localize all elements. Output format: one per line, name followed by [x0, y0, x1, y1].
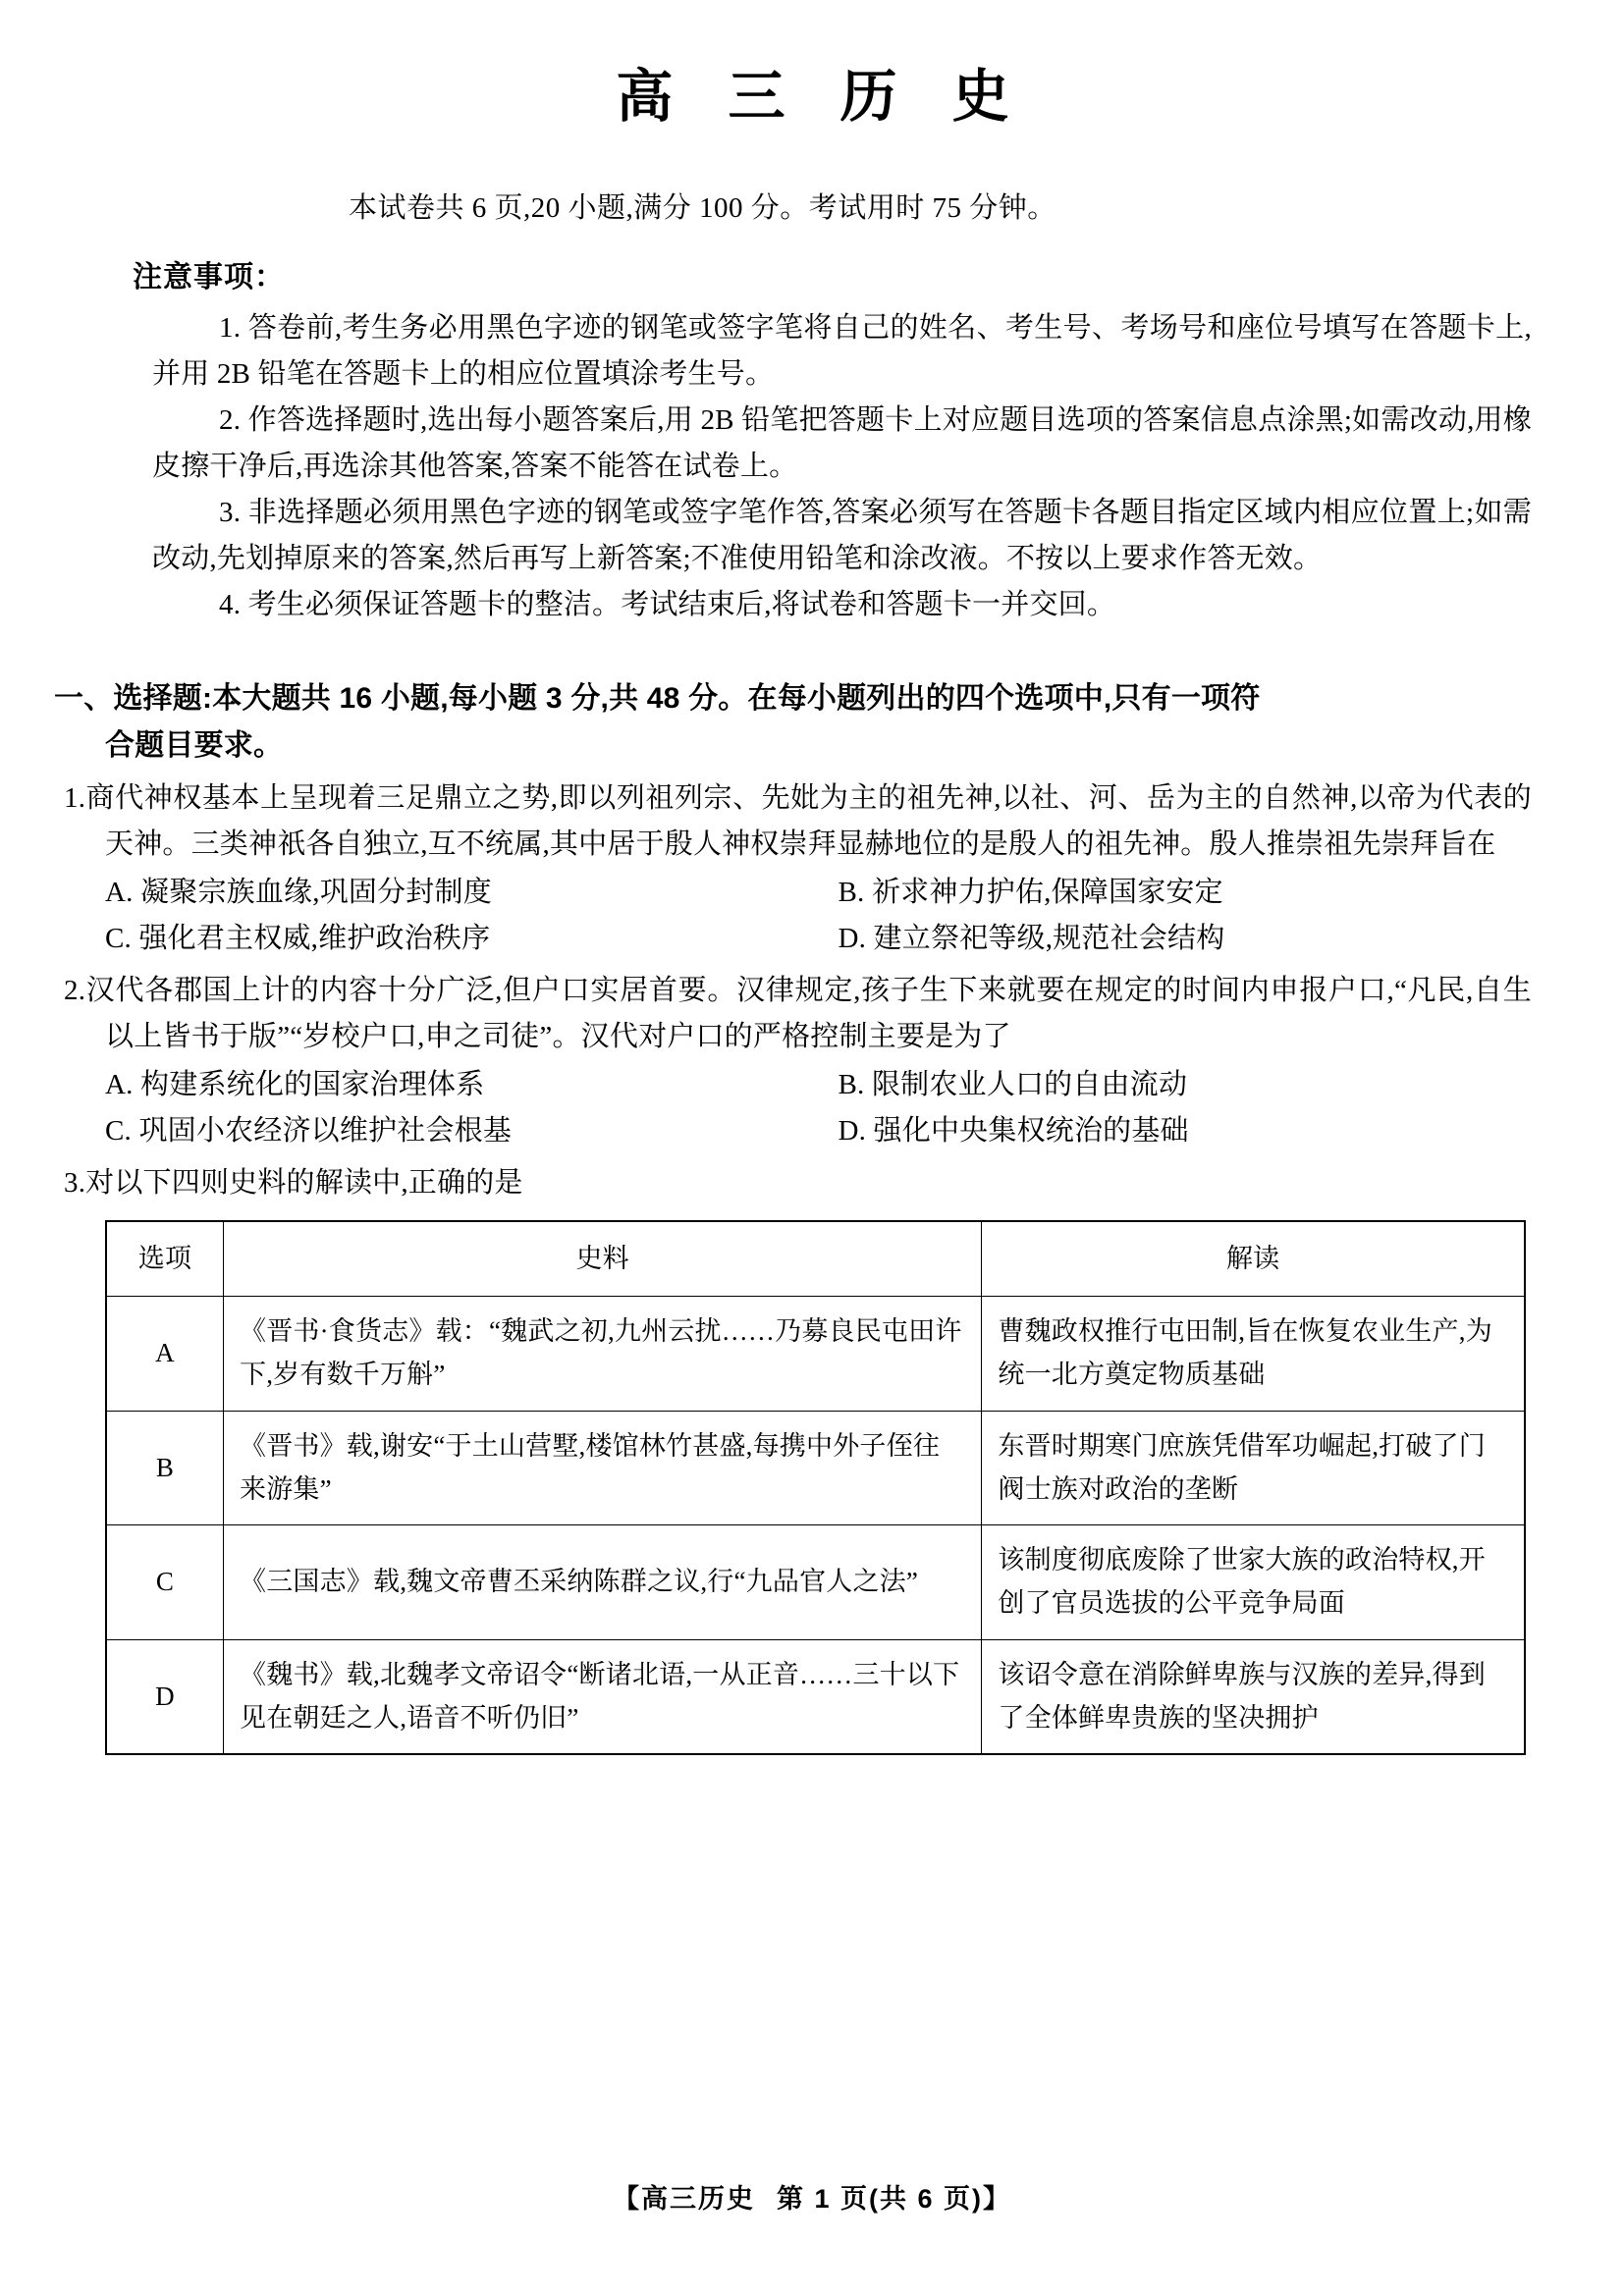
notice-item: 2. 作答选择题时,选出每小题答案后,用 2B 铅笔把答题卡上对应题目选项的答案信息点涂黑;如需改动,用橡皮擦干净后,再选涂其他答案,答案不能答在试卷上。: [152, 404, 1532, 483]
question-stem: [54, 775, 1571, 868]
notice-list: [54, 305, 1571, 628]
row-source-text: 《魏书》载,北魏孝文帝诏令“断诸北语,一从正音……三十以下见在朝廷之人,语音不听仍旧”: [224, 1639, 982, 1754]
section-heading: [54, 675, 1571, 770]
option-c[interactable]: C. 巩固小农经济以维护社会根基: [105, 1114, 513, 1147]
question-stem: [54, 968, 1571, 1060]
question-text: 汉代各郡国上计的内容十分广泛,但户口实居首要。汉律规定,孩子生下来就要在规定的时间内申报户口,“凡民,自生以上皆书于版”“岁校户口,申之司徒”。汉代对户口的严格控制主要是为了: [85, 974, 1532, 1052]
footer-bracket-right: 】: [983, 2184, 1012, 2214]
option-d[interactable]: D. 建立祭祀等级,规范社会结构: [838, 922, 1225, 954]
option-a[interactable]: A. 构建系统化的国家治理体系: [105, 1068, 485, 1100]
section-line1: 本大题共 16 小题,每小题 3 分,共 48 分。在每小题列出的四个选项中,只有一项符: [212, 682, 1261, 716]
row-source-text: 《晋书·食货志》载：“魏武之初,九州云扰……乃募良民屯田许下,岁有数千万斛”: [224, 1297, 982, 1411]
table-row[interactable]: [106, 1525, 1525, 1639]
row-source-text: 《三国志》载,魏文帝曹丕采纳陈群之议,行“九品官人之法”: [224, 1525, 982, 1639]
option-c[interactable]: C. 强化君主权威,维护政治秩序: [105, 922, 491, 954]
option-row: [105, 1062, 1571, 1108]
question-1: [54, 775, 1571, 962]
question-number: 2.: [64, 974, 86, 1006]
table-row[interactable]: [106, 1411, 1525, 1524]
page-footer: [0, 2177, 1624, 2216]
header-option: 选项: [106, 1221, 224, 1297]
notice-item: 3. 非选择题必须用黑色字迹的钢笔或签字笔作答,答案必须写在答题卡各题目指定区域内相应位置上;如需改动,先划掉原来的答案,然后再写上新答案;不准使用铅笔和涂改液。不按以上要求作答无效。: [152, 497, 1532, 575]
section-line2: 合题目要求。: [105, 729, 284, 763]
row-reading-text: 该制度彻底废除了世家大族的政治特权,开创了官员选拔的公平竞争局面: [982, 1525, 1525, 1639]
row-source-text: 《晋书》载,谢安“于土山营墅,楼馆林竹甚盛,每携中外子侄往来游集”: [224, 1411, 982, 1524]
row-option-label: D: [106, 1639, 224, 1754]
section-label: 一、选择题:: [54, 682, 213, 716]
question-options: [54, 1062, 1571, 1154]
option-b[interactable]: B. 祈求神力护佑,保障国家安定: [838, 876, 1223, 908]
question-text: 商代神权基本上呈现着三足鼎立之势,即以列祖列宗、先妣为主的祖先神,以社、河、岳为主的自然神,以帝为代表的天神。三类神祇各自独立,互不统属,其中居于殷人神权崇拜显赫地位的是殷人的祖先神。殷人推崇祖先崇拜旨在: [85, 782, 1532, 860]
row-option-label: C: [106, 1525, 224, 1639]
question-number: 3.: [64, 1166, 86, 1199]
page-content: [54, 39, 1571, 1755]
row-option-label: B: [106, 1411, 224, 1524]
option-d[interactable]: D. 强化中央集权统治的基础: [838, 1114, 1189, 1147]
option-row: [105, 1108, 1571, 1154]
source-interpretation-table: [105, 1220, 1526, 1756]
question-options: [54, 870, 1571, 962]
option-row: [105, 916, 1571, 962]
table-row[interactable]: [106, 1639, 1525, 1754]
option-a[interactable]: A. 凝聚宗族血缘,巩固分封制度: [105, 876, 492, 908]
question-number: 1.: [64, 782, 86, 815]
question-text: 对以下四则史料的解读中,正确的是: [85, 1166, 523, 1199]
header-source: 史料: [224, 1221, 982, 1297]
table-head: [106, 1221, 1525, 1297]
notice-item: 1. 答卷前,考生务必用黑色字迹的钢笔或签字笔将自己的姓名、考生号、考场号和座位号填写在答题卡上,并用 2B 铅笔在答题卡上的相应位置填涂考生号。: [152, 312, 1532, 391]
table-header-row: [106, 1221, 1525, 1297]
question-3: [54, 1160, 1571, 1206]
row-reading-text: 东晋时期寒门庶族凭借军功崛起,打破了门阀士族对政治的垄断: [982, 1411, 1525, 1524]
source-table-wrapper: [54, 1220, 1571, 1756]
option-b[interactable]: B. 限制农业人口的自由流动: [838, 1068, 1188, 1100]
question-2: [54, 968, 1571, 1154]
table-row[interactable]: [106, 1297, 1525, 1411]
row-reading-text: 曹魏政权推行屯田制,旨在恢复农业生产,为统一北方奠定物质基础: [982, 1297, 1525, 1411]
row-reading-text: 该诏令意在消除鲜卑族与汉族的差异,得到了全体鲜卑贵族的坚决拥护: [982, 1639, 1525, 1754]
header-reading: 解读: [982, 1221, 1525, 1297]
footer-bracket-left: 【: [612, 2184, 641, 2214]
table-body: [106, 1297, 1525, 1754]
notice-heading: 注意事项：: [133, 261, 285, 294]
footer-page-number: 第 1 页(共 6 页): [776, 2184, 984, 2214]
exam-intro-line: 本试卷共 6 页,20 小题,满分 100 分。考试用时 75 分钟。: [349, 192, 1056, 225]
footer-subject: 高三历史: [640, 2184, 755, 2214]
row-option-label: A: [106, 1297, 224, 1411]
option-row: [105, 870, 1571, 916]
page-title: 高 三 历 史: [616, 65, 1029, 129]
notice-item: 4. 考生必须保证答题卡的整洁。考试结束后,将试卷和答题卡一并交回。: [219, 589, 1116, 621]
question-stem: [54, 1160, 1571, 1206]
